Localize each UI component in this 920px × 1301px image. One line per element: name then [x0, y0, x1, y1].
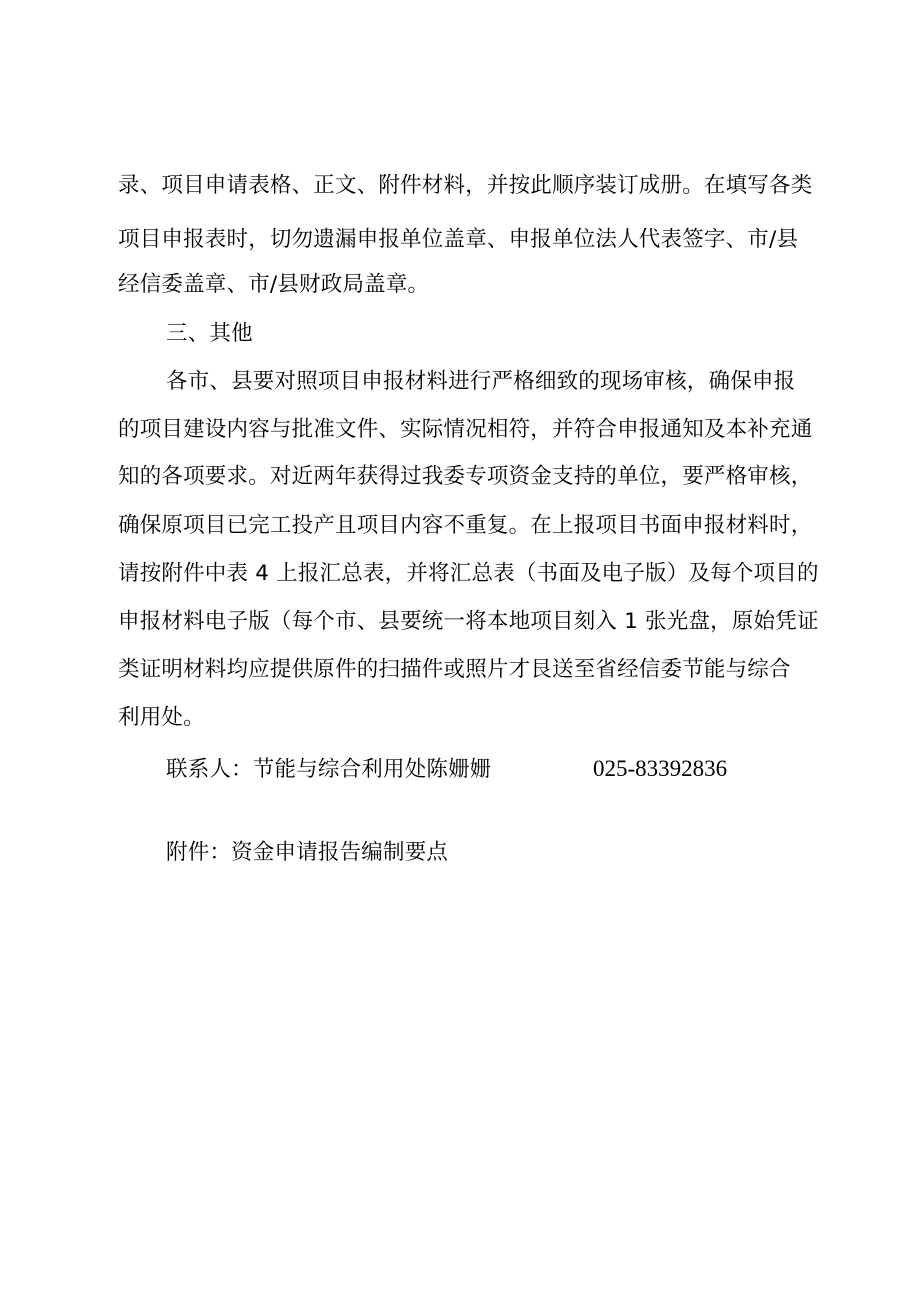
paragraph-2-line-6: 申报材料电子版（每个市、县要统一将本地项目刻入 1 张光盘，原始凭证	[118, 609, 819, 634]
paragraph-2-line-1: 各市、县要对照项目申报材料进行严格细致的现场审核，确保申报	[166, 369, 796, 394]
paragraph-2-line-2: 的项目建设内容与批准文件、实际情况相符，并符合申报通知及本补充通	[118, 417, 813, 442]
paragraph-1-line-3: 经信委盖章、市/县财政局盖章。	[118, 272, 430, 297]
section-heading: 三、其他	[166, 321, 253, 346]
paragraph-2-line-5: 请按附件中表 4 上报汇总表，并将汇总表（书面及电子版）及每个项目的	[118, 561, 819, 586]
contact-phone: 025-83392836	[593, 756, 728, 781]
contact-label: 联系人：节能与综合利用处陈姗姗	[166, 757, 492, 782]
paragraph-2-line-8: 利用处。	[118, 705, 205, 730]
paragraph-2-line-3: 知的各项要求。对近两年获得过我委专项资金支持的单位，要严格审核，	[118, 464, 813, 489]
paragraph-1-line-1: 录、项目申请表格、正文、附件材料，并按此顺序装订成册。在填写各类	[118, 173, 813, 198]
attachment-line: 附件：资金申请报告编制要点	[166, 840, 449, 865]
paragraph-2-line-4: 确保原项目已完工投产且项目内容不重复。在上报项目书面申报材料时，	[118, 513, 813, 538]
paragraph-2-line-7: 类证明材料均应提供原件的扫描件或照片才艮送至省经信委节能与综合	[118, 657, 791, 682]
paragraph-1-line-2: 项目申报表时，切勿遗漏申报单位盖章、申报单位法人代表签字、市/县	[118, 227, 799, 252]
